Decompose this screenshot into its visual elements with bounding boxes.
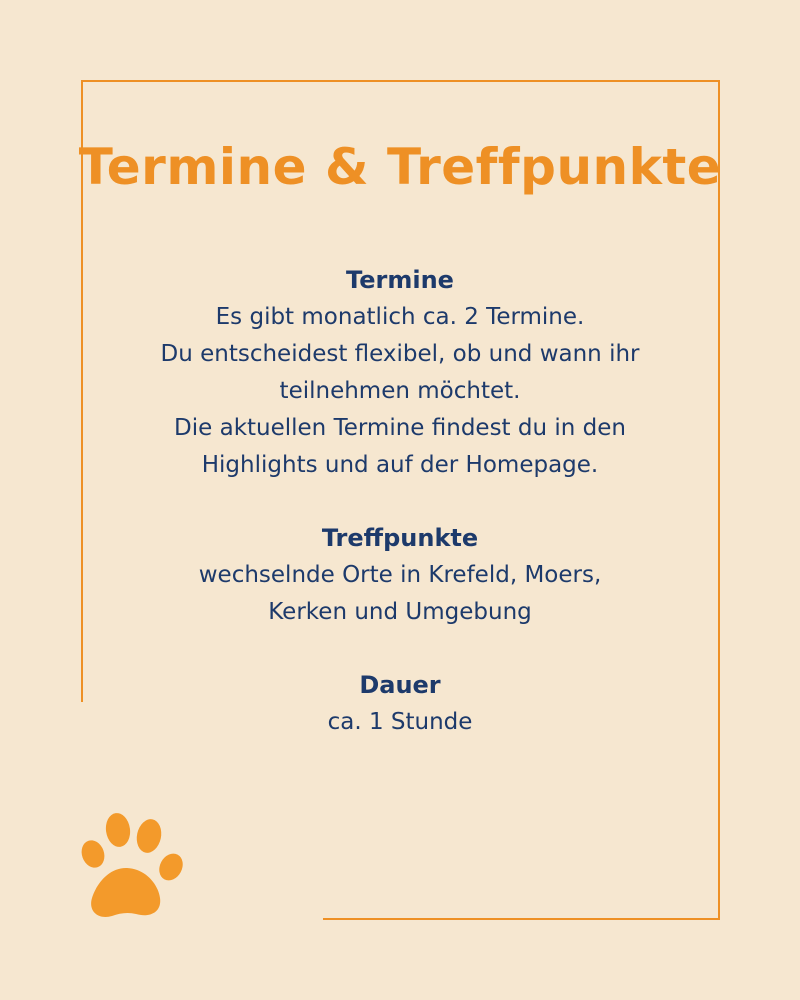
paw-icon <box>78 810 186 922</box>
section-line: Die aktuellen Termine findest du in den <box>174 415 626 441</box>
section-termine <box>90 262 710 484</box>
section-line: wechselnde Orte in Krefeld, Moers, <box>198 562 602 588</box>
section-heading: Termine <box>346 266 454 294</box>
section-dauer <box>90 667 710 741</box>
info-content <box>90 262 710 777</box>
section-heading: Treffpunkte <box>321 524 479 552</box>
section-heading: Dauer <box>359 671 441 699</box>
section-line: Kerken und Umgebung <box>268 599 532 625</box>
section-line: Du entscheidest flexibel, ob und wann ihr <box>160 341 640 367</box>
section-treffpunkte <box>90 520 710 631</box>
page-title: Termine & Treffpunkte <box>78 138 722 196</box>
section-line: teilnehmen möchtet. <box>279 378 521 404</box>
section-line: Es gibt monatlich ca. 2 Termine. <box>215 304 585 330</box>
section-line: Highlights und auf der Homepage. <box>201 452 599 478</box>
section-line: ca. 1 Stunde <box>327 709 473 735</box>
